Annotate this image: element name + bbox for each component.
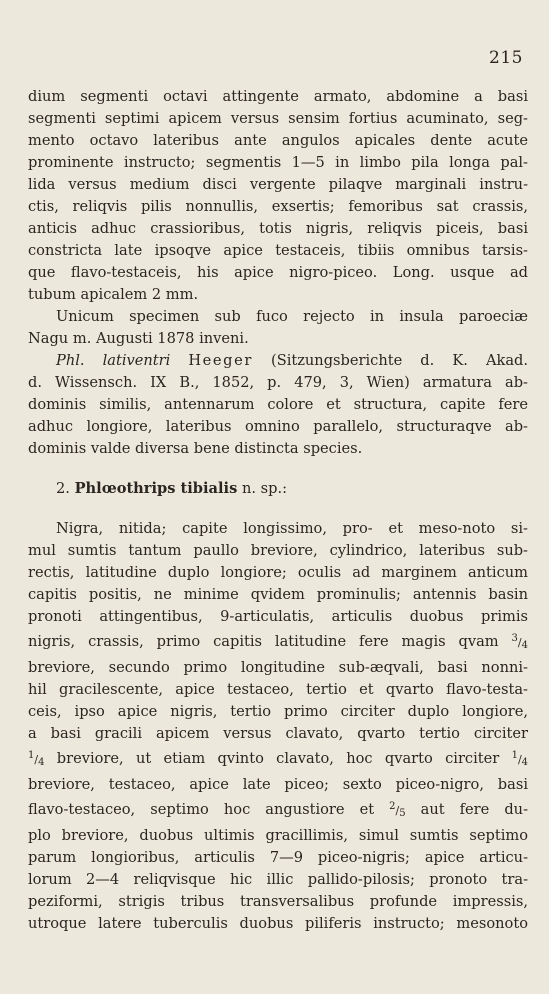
fraction-denominator: 5 (399, 808, 406, 819)
text-line: parum longioribus, articulis 7—9 piceo-nigris; apice articu- (28, 849, 528, 866)
fraction-denominator: 4 (38, 757, 45, 768)
text-line: utroque latere tuberculis duobus piliferis instructo; mesonoto (28, 915, 528, 932)
text-line (28, 628, 528, 657)
section-gap (28, 500, 528, 518)
text-line: adhuc longiore, lateribus omnino parallelo, structuraqve ab- (28, 418, 528, 435)
text-block (28, 86, 528, 935)
text-segment: nigris, crassis, primo capitis latitudine fere magis qvam (28, 633, 499, 650)
text-line: mul sumtis tantum paullo breviore, cylindrico, lateribus sub- (28, 542, 528, 559)
text-line: que flavo-testaceis, his apice nigro-piceo. Long. usque ad (28, 264, 528, 281)
text-line: segmenti septimi apicem versus sensim fortius acuminato, seg- (28, 110, 528, 127)
text-line (28, 350, 528, 372)
fraction-numerator: 1 (28, 750, 35, 761)
text-line: anticis adhuc crassioribus, totis nigris, reliqvis piceis, basi (28, 220, 528, 237)
text-segment: aut fere du- (420, 801, 528, 818)
text-line: ctis, reliqvis pilis nonnullis, exsertis; femoribus sat crassis, (28, 198, 528, 215)
text-line: prominente instructo; segmentis 1—5 in limbo pila longa pal- (28, 154, 528, 171)
fraction: $^3/_4$ (511, 633, 528, 651)
paragraph-description-continued (28, 86, 528, 306)
text-segment: breviore, ut etiam qvinto clavato, hoc qvarto circiter (56, 750, 500, 767)
author-name: Heeger (188, 352, 253, 369)
fraction: $^1/_4$ (28, 750, 45, 768)
citation-text: (Sitzungsberichte d. K. Akad. (271, 352, 529, 369)
paragraph-species-description (28, 518, 528, 935)
text-line: Unicum specimen sub fuco rejecto in insula paroeciæ (56, 308, 528, 325)
species-heading (28, 478, 528, 500)
text-line: capitis positis, ne minime qvidem prominulis; antennis basin (28, 586, 528, 603)
page-number: 215 (489, 48, 523, 68)
text-line: breviore, secundo primo longitudine sub-æqvali, basi nonni- (28, 659, 528, 676)
text-line: mento octavo lateribus ante angulos apicales dente acute (28, 132, 528, 149)
text-line: peziformi, strigis tribus transversalibus profunde impressis, (28, 893, 528, 910)
text-line: Nagu m. Augusti 1878 inveni. (28, 330, 249, 347)
paragraph-comparison (28, 350, 528, 460)
text-line: dium segmenti octavi attingente armato, abdomine a basi (28, 88, 528, 105)
heading-species-name: Phlœothrips tibialis (74, 480, 238, 497)
text-line: Nigra, nitida; capite longissimo, pro- et meso-noto si- (56, 520, 528, 537)
fraction-numerator: 1 (511, 750, 518, 761)
paragraph-specimen (28, 306, 528, 350)
text-line: constricta late ipsoqve apice testaceis, tibiis omnibus tarsis- (28, 242, 528, 259)
text-line (28, 796, 528, 825)
text-line: tubum apicalem 2 mm. (28, 286, 199, 303)
text-segment: flavo-testaceo, septimo hoc angustiore et (28, 801, 375, 818)
text-line: dominis similis, antennarum colore et structura, capite fere (28, 396, 528, 413)
fraction-numerator: 3 (511, 633, 518, 644)
text-line: a basi gracili apicem versus clavato, qvarto tertio circiter (28, 725, 528, 742)
text-line: d. Wissensch. IX B., 1852, p. 479, 3, Wien) armatura ab- (28, 374, 528, 391)
text-line: lida versus medium disci vergente pilaqve marginali instru- (28, 176, 528, 193)
heading-number: 2. (56, 480, 70, 497)
fraction-denominator: 4 (521, 757, 529, 768)
fraction: $^2/_5$ (389, 801, 406, 819)
text-line: hil gracilescente, apice testaceo, tertio et qvarto flavo-testa- (28, 681, 528, 698)
text-line: rectis, latitudine duplo longiore; oculis ad marginem anticum (28, 564, 528, 581)
fraction: $^1/_4$ (511, 750, 529, 768)
text-line: pronoti attingentibus, 9-articulatis, articulis duobus primis (28, 608, 528, 625)
text-line: lorum 2—4 reliqvisque hic illic pallido-pilosis; pronoto tra- (28, 871, 528, 888)
species-name: Phl. lativentri (56, 352, 171, 369)
text-line (28, 745, 528, 774)
section-gap (28, 460, 528, 478)
text-line: breviore, testaceo, apice late piceo; sexto piceo-nigro, basi (28, 776, 528, 793)
heading-suffix: n. sp.: (241, 480, 288, 497)
fraction-denominator: 4 (521, 640, 528, 651)
text-line: plo breviore, duobus ultimis gracillimis, simul sumtis septimo (28, 827, 528, 844)
fraction-numerator: 2 (389, 801, 396, 812)
text-line: ceis, ipso apice nigris, tertio primo circiter duplo longiore, (28, 703, 528, 720)
text-line: dominis valde diversa bene distincta species. (28, 440, 363, 457)
